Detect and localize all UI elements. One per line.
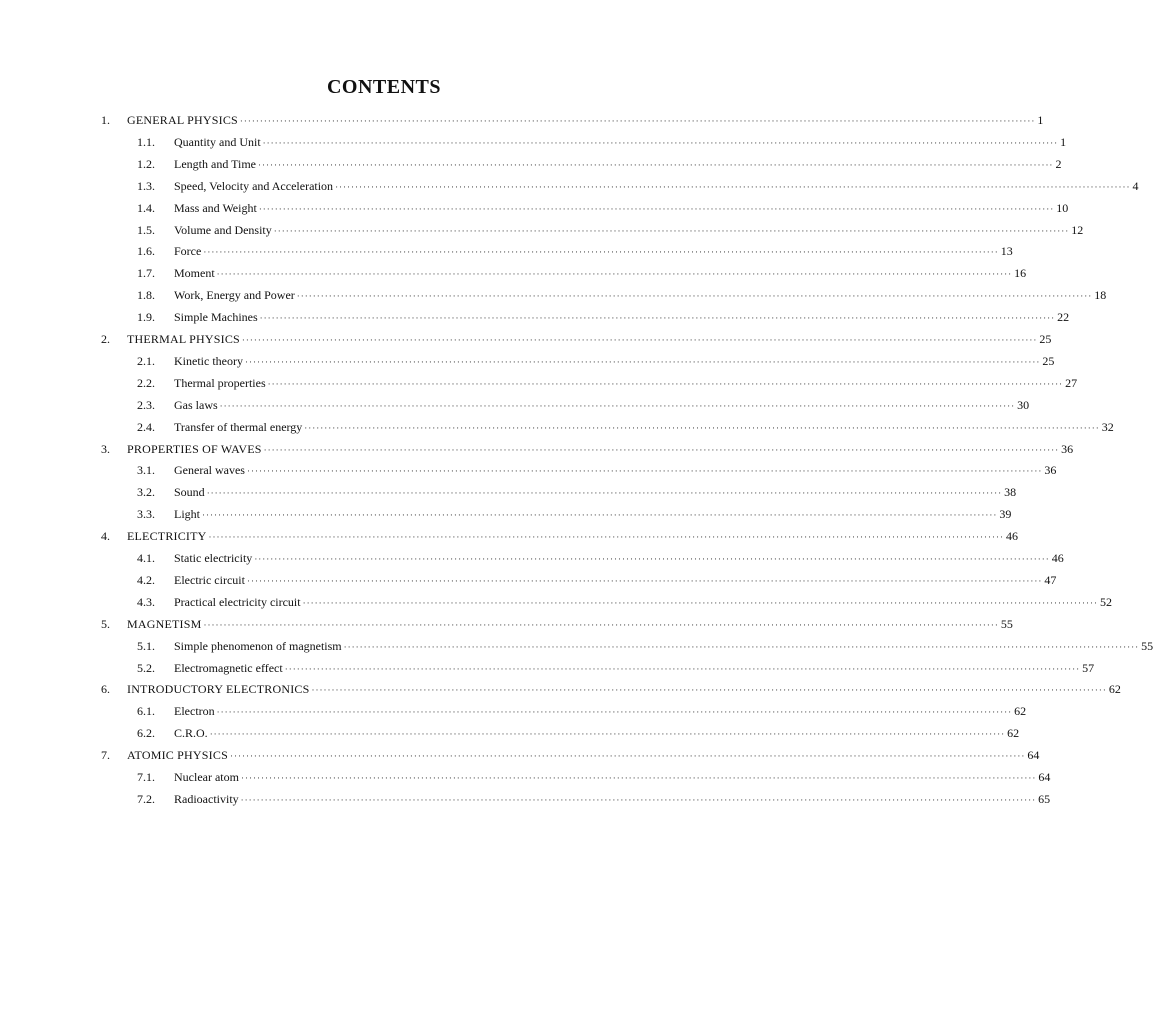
- toc-entry-title: GENERAL PHYSICS: [127, 113, 238, 127]
- toc-entry-number: 1.1.: [137, 134, 155, 149]
- toc-entry-number: 1.8.: [137, 288, 155, 303]
- toc-chapter-row: [0, 614, 1013, 634]
- toc-entry-title: Quantity and Unit: [174, 134, 261, 149]
- toc-page-number: 62: [1108, 682, 1121, 697]
- dot-leader: ·······································································································································································································: [239, 116, 1036, 126]
- toc-entry-number: 1.5.: [137, 222, 155, 237]
- toc-entry-line: [127, 614, 1013, 635]
- toc-page-number: 4: [1132, 178, 1139, 193]
- toc-entry-title: Practical electricity circuit: [174, 594, 301, 609]
- toc-entry-title: Work, Energy and Power: [174, 288, 295, 303]
- toc-section-row: [0, 417, 1114, 437]
- toc-entry-number: 7.1.: [137, 770, 155, 784]
- toc-entry-line: [174, 701, 1027, 722]
- toc-entry-title: Volume and Density: [174, 222, 272, 237]
- toc-page-number: 25: [1042, 353, 1055, 368]
- toc-entry-title: Speed, Velocity and Acceleration: [174, 178, 334, 193]
- dot-leader: ·······································································································································································································: [203, 247, 999, 258]
- toc-entry-line: [174, 132, 1067, 153]
- dot-leader: ·······································································································································································································: [240, 794, 1037, 805]
- toc-entry-line: [174, 658, 1095, 679]
- toc-page-number: 13: [1000, 244, 1013, 259]
- dot-leader: ·······································································································································································································: [258, 159, 1054, 170]
- toc-page-number: 1: [1060, 134, 1067, 149]
- toc-chapter-row: [0, 679, 1121, 699]
- dot-leader: ·······································································································································································································: [343, 641, 1140, 652]
- toc-section-row: [0, 154, 1062, 174]
- toc-page-number: 46: [1005, 529, 1018, 544]
- toc-page-number: 2: [1055, 156, 1062, 171]
- toc-entry-number: 1.6.: [137, 244, 155, 259]
- toc-section-row: [0, 263, 1027, 283]
- toc-entry-number: 3.1.: [137, 463, 155, 478]
- toc-entry-title: Moment: [174, 266, 215, 281]
- toc-page-number: 22: [1057, 310, 1070, 325]
- toc-section-row: [0, 307, 1070, 327]
- toc-page-number: 10: [1056, 200, 1069, 215]
- toc-entry-title: Radioactivity: [174, 791, 239, 806]
- toc-entry-line: [174, 504, 1012, 525]
- toc-chapter-row: [0, 745, 1040, 765]
- toc-entry-line: [174, 373, 1078, 394]
- dot-leader: ·······································································································································································································: [246, 575, 1043, 586]
- toc-entry-number: 1.9.: [137, 310, 155, 325]
- toc-entry-number: 2.: [101, 332, 110, 346]
- dot-leader: ·······································································································································································································: [335, 181, 1131, 192]
- toc-entry-title: Sound: [174, 485, 205, 500]
- toc-chapter-row: [0, 526, 1018, 546]
- toc-entry-title: Kinetic theory: [174, 353, 243, 368]
- toc-entry-title: Static electricity: [174, 551, 253, 565]
- dot-leader: ·······································································································································································································: [209, 729, 1006, 740]
- toc-section-row: [0, 504, 1012, 524]
- toc-section-row: [0, 176, 1139, 196]
- toc-entry-line: [174, 460, 1057, 481]
- toc-entry-line: [174, 154, 1062, 175]
- toc-entry-number: 4.: [101, 529, 110, 544]
- toc-entry-line: [174, 263, 1027, 284]
- toc-entry-title: Light: [174, 507, 200, 522]
- toc-page-number: 25: [1039, 332, 1052, 346]
- toc-entry-number: 5.2.: [137, 660, 155, 675]
- dot-leader: ·······································································································································································································: [254, 554, 1050, 564]
- toc-entry-number: 1.2.: [137, 156, 155, 171]
- dot-leader: ·······································································································································································································: [241, 335, 1038, 345]
- dot-leader: ·······································································································································································································: [244, 356, 1041, 367]
- toc-section-row: [0, 548, 1064, 568]
- toc-entry-title: ELECTRICITY: [127, 529, 207, 544]
- toc-page-number: 55: [1141, 638, 1153, 653]
- dot-leader: ·······································································································································································································: [296, 291, 1093, 302]
- toc-entry-title: INTRODUCTORY ELECTRONICS: [127, 682, 310, 697]
- toc-entry-line: [174, 592, 1113, 613]
- toc-entry-number: 4.1.: [137, 551, 155, 565]
- dot-leader: ·······································································································································································································: [202, 510, 998, 521]
- toc-entry-number: 4.2.: [137, 572, 155, 587]
- toc-page-number: 47: [1044, 572, 1057, 587]
- toc-entry-line: [174, 636, 1153, 657]
- toc-page-number: 39: [999, 507, 1012, 522]
- toc-section-row: [0, 592, 1113, 612]
- dot-leader: ·······································································································································································································: [208, 532, 1004, 543]
- toc-entry-line: [174, 417, 1114, 438]
- dot-leader: ·······································································································································································································: [284, 663, 1081, 674]
- toc-entry-line: [174, 767, 1051, 788]
- dot-leader: ·······································································································································································································: [259, 313, 1056, 324]
- toc-entry-number: 6.2.: [137, 726, 155, 741]
- toc-entry-line: [174, 548, 1064, 569]
- toc-entry-line: [174, 307, 1070, 328]
- toc-page-number: 57: [1082, 660, 1095, 675]
- toc-entry-line: [127, 439, 1074, 460]
- toc-page-number: 1: [1037, 113, 1044, 127]
- toc-section-row: [0, 789, 1051, 809]
- toc-entry-title: Transfer of thermal energy: [174, 419, 303, 434]
- toc-section-row: [0, 570, 1057, 590]
- toc-section-row: [0, 767, 1051, 787]
- toc-entry-number: 4.3.: [137, 594, 155, 609]
- toc-section-row: [0, 482, 1017, 502]
- toc-entry-number: 3.3.: [137, 507, 155, 522]
- toc-page-number: 55: [1000, 616, 1013, 631]
- toc-entry-line: [174, 482, 1017, 503]
- toc-chapter-row: [0, 439, 1074, 459]
- toc-entry-title: Mass and Weight: [174, 200, 257, 215]
- toc-entry-number: 1.7.: [137, 266, 155, 281]
- toc-section-row: [0, 241, 1013, 261]
- toc-page-number: 36: [1061, 441, 1074, 456]
- dot-leader: ·······································································································································································································: [267, 378, 1064, 389]
- toc-entry-title: General waves: [174, 463, 245, 478]
- toc-entry-line: [174, 198, 1069, 219]
- toc-entry-title: Electric circuit: [174, 572, 245, 587]
- dot-leader: ·······································································································································································································: [229, 751, 1026, 762]
- toc-entry-number: 2.3.: [137, 397, 155, 412]
- toc-entry-line: [174, 241, 1013, 262]
- toc-entry-line: [127, 745, 1040, 766]
- toc-entry-title: ATOMIC PHYSICS: [127, 748, 228, 763]
- dot-leader: ·······································································································································································································: [302, 597, 1099, 608]
- toc-entry-title: Electron: [174, 704, 215, 719]
- toc-page-number: 64: [1027, 748, 1040, 763]
- toc-entry-number: 7.2.: [137, 791, 155, 806]
- dot-leader: ·······································································································································································································: [304, 422, 1100, 433]
- toc-entry-number: 7.: [101, 748, 110, 763]
- toc-page-number: 64: [1038, 770, 1051, 784]
- toc-entry-line: [174, 285, 1107, 306]
- toc-page-number: 30: [1017, 397, 1030, 412]
- toc-section-row: [0, 395, 1030, 415]
- toc-page-number: 27: [1065, 375, 1078, 390]
- toc-page-number: 18: [1094, 288, 1107, 303]
- toc-entry-line: [174, 789, 1051, 810]
- toc-entry-title: Simple phenomenon of magnetism: [174, 638, 342, 653]
- toc-page-number: 62: [1014, 704, 1027, 719]
- dot-leader: ·······································································································································································································: [219, 400, 1016, 411]
- toc-entry-line: [174, 351, 1055, 372]
- toc-entry-title: MAGNETISM: [127, 616, 202, 631]
- toc-entry-title: Length and Time: [174, 156, 257, 171]
- toc-entry-line: [127, 526, 1018, 547]
- toc-entry-number: 2.2.: [137, 375, 155, 390]
- toc-section-row: [0, 285, 1107, 305]
- toc-entry-number: 5.: [101, 616, 110, 631]
- toc-section-row: [0, 701, 1027, 721]
- toc-entry-line: [127, 329, 1052, 350]
- dot-leader: ·······································································································································································································: [273, 225, 1070, 236]
- toc-entry-title: PROPERTIES OF WAVES: [127, 441, 262, 456]
- toc-entry-line: [174, 570, 1057, 591]
- toc-entry-number: 3.: [101, 441, 110, 456]
- dot-leader: ·······································································································································································································: [240, 773, 1037, 783]
- toc-section-row: [0, 636, 1153, 656]
- dot-leader: ·······································································································································································································: [246, 466, 1043, 477]
- toc-section-row: [0, 373, 1078, 393]
- dot-leader: ·······································································································································································································: [206, 488, 1003, 499]
- toc-section-row: [0, 132, 1067, 152]
- toc-entry-title: THERMAL PHYSICS: [127, 332, 240, 346]
- dot-leader: ·······································································································································································································: [263, 444, 1060, 455]
- toc-page-number: 36: [1044, 463, 1057, 478]
- toc-page-number: 46: [1051, 551, 1064, 565]
- toc-section-row: [0, 723, 1020, 743]
- toc-page-number: 32: [1101, 419, 1114, 434]
- dot-leader: ·······································································································································································································: [262, 137, 1059, 148]
- toc-entry-title: Simple Machines: [174, 310, 258, 325]
- toc-entry-number: 2.4.: [137, 419, 155, 434]
- toc-entry-line: [174, 395, 1030, 416]
- toc-section-row: [0, 351, 1055, 371]
- toc-entry-number: 1.3.: [137, 178, 155, 193]
- toc-page-number: 12: [1071, 222, 1084, 237]
- toc-page-number: 16: [1014, 266, 1027, 281]
- toc-entry-number: 1.: [101, 113, 110, 127]
- dot-leader: ·······································································································································································································: [311, 685, 1107, 696]
- toc-entry-title: C.R.O.: [174, 726, 208, 741]
- dot-leader: ·······································································································································································································: [203, 619, 999, 630]
- toc-entry-number: 6.: [101, 682, 110, 697]
- toc-entry-title: Electromagnetic effect: [174, 660, 283, 675]
- toc-chapter-row: [0, 110, 1044, 130]
- toc-page-number: 38: [1004, 485, 1017, 500]
- toc-page-number: 65: [1038, 791, 1051, 806]
- toc-entry-title: Nuclear atom: [174, 770, 239, 784]
- toc-entry-line: [127, 679, 1121, 700]
- toc-section-row: [0, 220, 1084, 240]
- toc-section-row: [0, 658, 1095, 678]
- toc-entry-line: [127, 110, 1044, 131]
- dot-leader: ·······································································································································································································: [216, 707, 1013, 718]
- dot-leader: ·······································································································································································································: [216, 269, 1013, 280]
- toc-entry-number: 5.1.: [137, 638, 155, 653]
- toc-entry-number: 3.2.: [137, 485, 155, 500]
- toc-entry-line: [174, 220, 1084, 241]
- toc-chapter-row: [0, 329, 1052, 349]
- toc-entry-line: [174, 723, 1020, 744]
- toc-entry-title: Thermal properties: [174, 375, 266, 390]
- toc-entry-title: Force: [174, 244, 202, 259]
- toc-section-row: [0, 460, 1057, 480]
- toc-entry-title: Gas laws: [174, 397, 218, 412]
- toc-entry-line: [174, 176, 1139, 197]
- toc-page-number: 62: [1007, 726, 1020, 741]
- toc-page-number: 52: [1100, 594, 1113, 609]
- dot-leader: ·······································································································································································································: [258, 203, 1055, 214]
- toc-entry-number: 6.1.: [137, 704, 155, 719]
- page-title: CONTENTS: [326, 76, 442, 98]
- toc-entry-number: 1.4.: [137, 200, 155, 215]
- toc-section-row: [0, 198, 1069, 218]
- toc-entry-number: 2.1.: [137, 353, 155, 368]
